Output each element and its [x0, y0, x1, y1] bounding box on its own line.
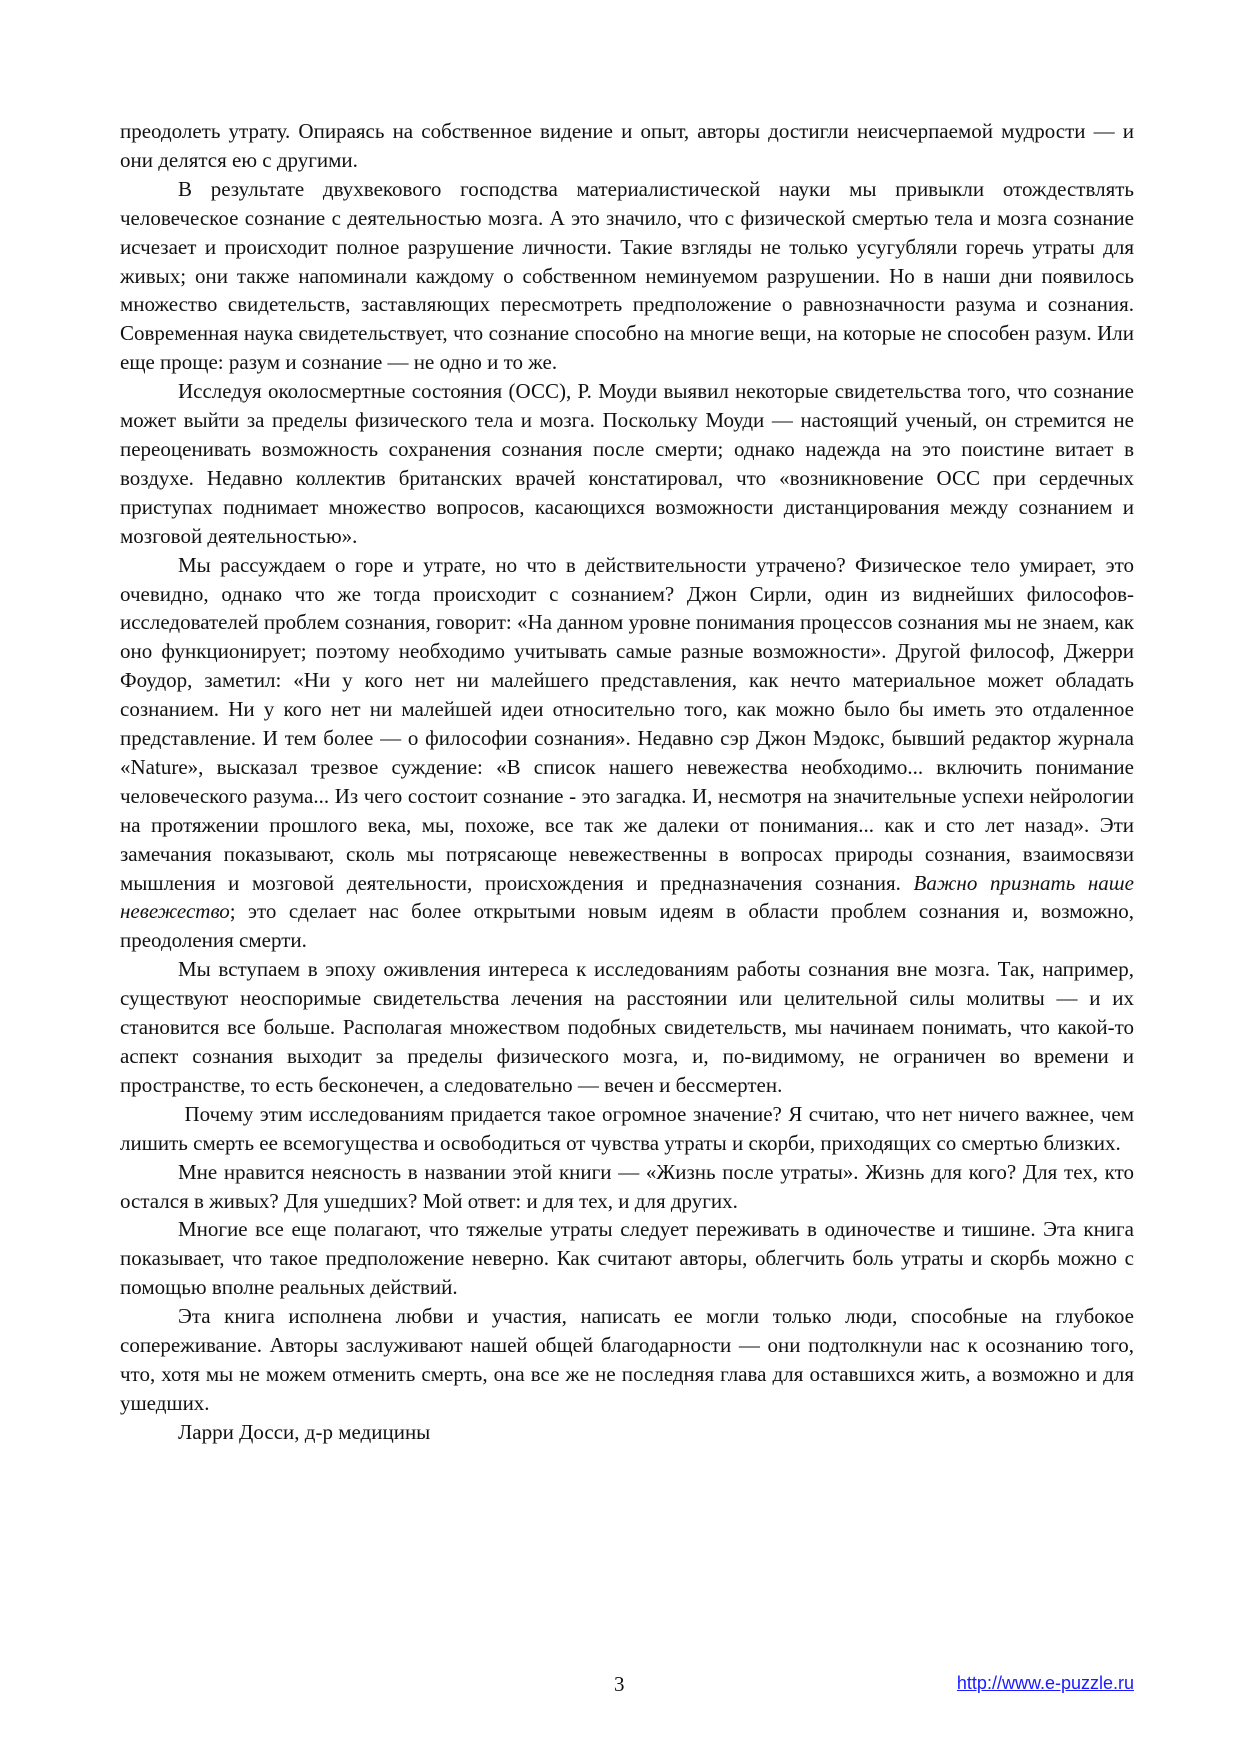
paragraph: Почему этим исследованиям придается такое огромное значение? Я считаю, что нет ничего важнее, чем лишить смерть ее всемогущества и освободиться от чувства утраты и скорби, приходящих со смертью близких.	[120, 1101, 1140, 1155]
paragraph: преодолеть утрату. Опираясь на собственное видение и опыт, авторы достигли неисчерпаемой мудрости — и они делятся ею с другими.	[120, 119, 1134, 172]
paragraph: Многие все еще полагают, что тяжелые утраты следует переживать в одиночестве и тишине. Эта книга показывает, что такое предположение неверно. Как считают авторы, облегчить боль утраты и скорбь можно с помощью вполне реальных действий.	[120, 1217, 1134, 1300]
page-number: 3	[614, 1672, 625, 1696]
paragraph: Исследуя околосмертные состояния (ОСС), Р. Моуди выявил некоторые свидетельства того, что сознание может выйти за пределы физического тела и мозга. Поскольку Моуди — настоящий ученый, он стремится не переоценивать возможность сохранения сознания после смерти; однако надежда на это поистине витает в воздухе. Недавно коллектив британских врачей констатировал, что «возникновение ОСС при сердечных приступах поднимает множество вопросов, касающихся возможности дистанцирования между сознанием и мозговой деятельностью».	[120, 379, 1134, 548]
paragraph	[120, 551, 1134, 956]
paragraph: Мне нравится неясность в названии этой книги — «Жизнь после утраты». Жизнь для кого? Для тех, кто остался в живых? Для ушедших? Мой ответ: и для тех, и для других.	[120, 1159, 1134, 1213]
paragraph: Мы вступаем в эпоху оживления интереса к исследованиям работы сознания вне мозга. Так, например, существуют неоспоримые свидетельства лечения на расстоянии или целительной силы молитвы — и их становится все больше. Располагая множеством подобных свидетельств, мы начинаем понимать, что какой-то аспект сознания выходит за пределы физического мозга, и, по-видимому, не ограничен во времени и пространстве, то есть бесконечен, а следовательно — вечен и бессмертен.	[120, 957, 1134, 1097]
paragraph: В результате двухвекового господства материалистической науки мы привыкли отождествлять человеческое сознание с деятельностью мозга. А это значило, что с физической смертью тела и мозга сознание исчезает и происходит полное разрушение личности. Такие взгляды не только усугубляли горечь утраты для живых; они также напоминали каждому о собственном неминуемом разрушении. Но в наши дни появилось множество свидетельств, заставляющих пересмотреть предположение о равнозначности разума и сознания. Современная наука свидетельствует, что сознание способно на многие вещи, на которые не способен разум. Или еще проще: разум и сознание — не одно и то же.	[120, 176, 1134, 375]
paragraph-text: ; это сделает нас более открытыми новым идеям в области проблем сознания и, возможно, преодоления смерти.	[120, 899, 1134, 953]
signature: Ларри Досси, д-р медицины	[178, 1419, 431, 1444]
italic-emphasis: Важно признать наше невежество	[120, 870, 1134, 924]
paragraph-text: Мы рассуждаем о горе и утрате, но что в действительности утрачено? Физическое тело умирает, это очевидно, однако что же тогда происходит с сознанием? Джон Сирли, один из виднейших философов-исследователей проблем сознания, говорит: «На данном уровне понимания процессов сознания мы не знаем, как оно функционирует; поэтому необходимо учитывать самые разные возможности». Другой философ, Джерри Фоудор, заметил: «Ни у кого нет ни малейшего представления, как нечто материальное может обладать сознанием. Ни у кого нет ни малейшей идеи относительно того, как можно было бы иметь это отдаленное представление. И тем более — о философии сознания». Недавно сэр Джон Мэдокс, бывший редактор журнала «Nature», высказал трезвое суждение: «В список нашего невежества необходимо... включить понимание человеческого разума... Из чего состоит сознание - это загадка. И, несмотря на значительные успехи нейрологии на протяжении прошлого века, мы, похоже, все так же далеки от понимания... как и сто лет назад». Эти замечания показывают, сколь мы потрясающе невежественны в вопросах природы сознания, взаимосвязи мышления и мозговой деятельности, происхождения и предназначения сознания.	[120, 552, 1134, 895]
document-body	[120, 117, 1140, 1447]
footer-link[interactable]: http://www.e-puzzle.ru	[956, 1673, 1134, 1693]
paragraph: Эта книга исполнена любви и участия, написать ее могли только люди, способные на глубокое сопереживание. Авторы заслуживают нашей общей благодарности — они подтолкнули нас к осознанию того, что, хотя мы не можем отменить смерть, она все же не последняя глава для оставшихся жить, а возможно и для ушедших.	[120, 1304, 1134, 1415]
